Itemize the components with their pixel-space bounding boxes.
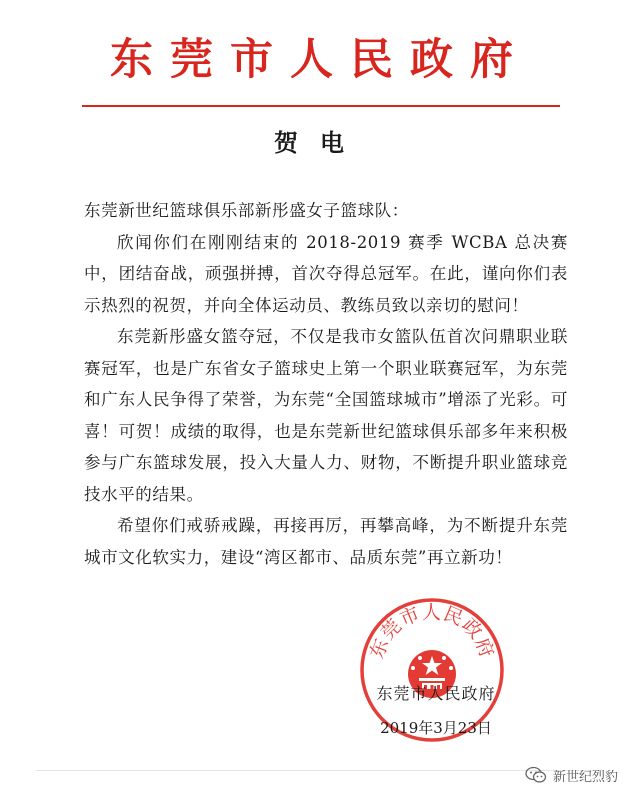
paragraph-1: 欣闻你们在刚刚结束的 2018-2019 赛季 WCBA 总决赛中，团结奋战，顽强拼搏，首次夺得总冠军。在此，谨向你们表示热烈的祝贺，并向全体运动员、教练员致以亲切的慰问！ [84, 232, 568, 315]
header-red-rule [82, 105, 560, 107]
footer-divider [36, 770, 604, 771]
document-title: 贺电 [274, 128, 366, 157]
seal-text: 东莞市人民政府 [365, 601, 499, 662]
government-header: 东莞市人民政府 [110, 35, 530, 85]
salutation: 东莞新世纪篮球俱乐部新彤盛女子篮球队： [84, 201, 409, 220]
paragraph-2: 东莞新彤盛女篮夺冠，不仅是我市女篮队伍首次问鼎职业联赛冠军，也是广东省女子篮球史上第一个职业联赛冠军，为东莞和广东人民争得了荣誉，为东莞“全国篮球城市”增添了光彩。可喜！可贺！成绩的取得，也是东莞新世纪篮球俱乐部多年来积极参与广东篮球发展，投入大量人力、财物，不断提升职业篮球竞技水平的结果。 [84, 327, 568, 504]
paragraph-3: 希望你们戒骄戒躁，再接再厉，再攀高峰，为不断提升东莞城市文化软实力，建设“湾区都市、品质东莞”再立新功！ [84, 516, 568, 567]
watermark-account: 新世纪烈豹 [552, 769, 618, 785]
wechat-icon [525, 766, 547, 784]
letter-body [84, 195, 568, 573]
signature-date: 2019年3月23日 [380, 719, 492, 737]
wechat-watermark [525, 760, 618, 790]
signature-organization: 东莞市人民政府 [376, 684, 496, 703]
